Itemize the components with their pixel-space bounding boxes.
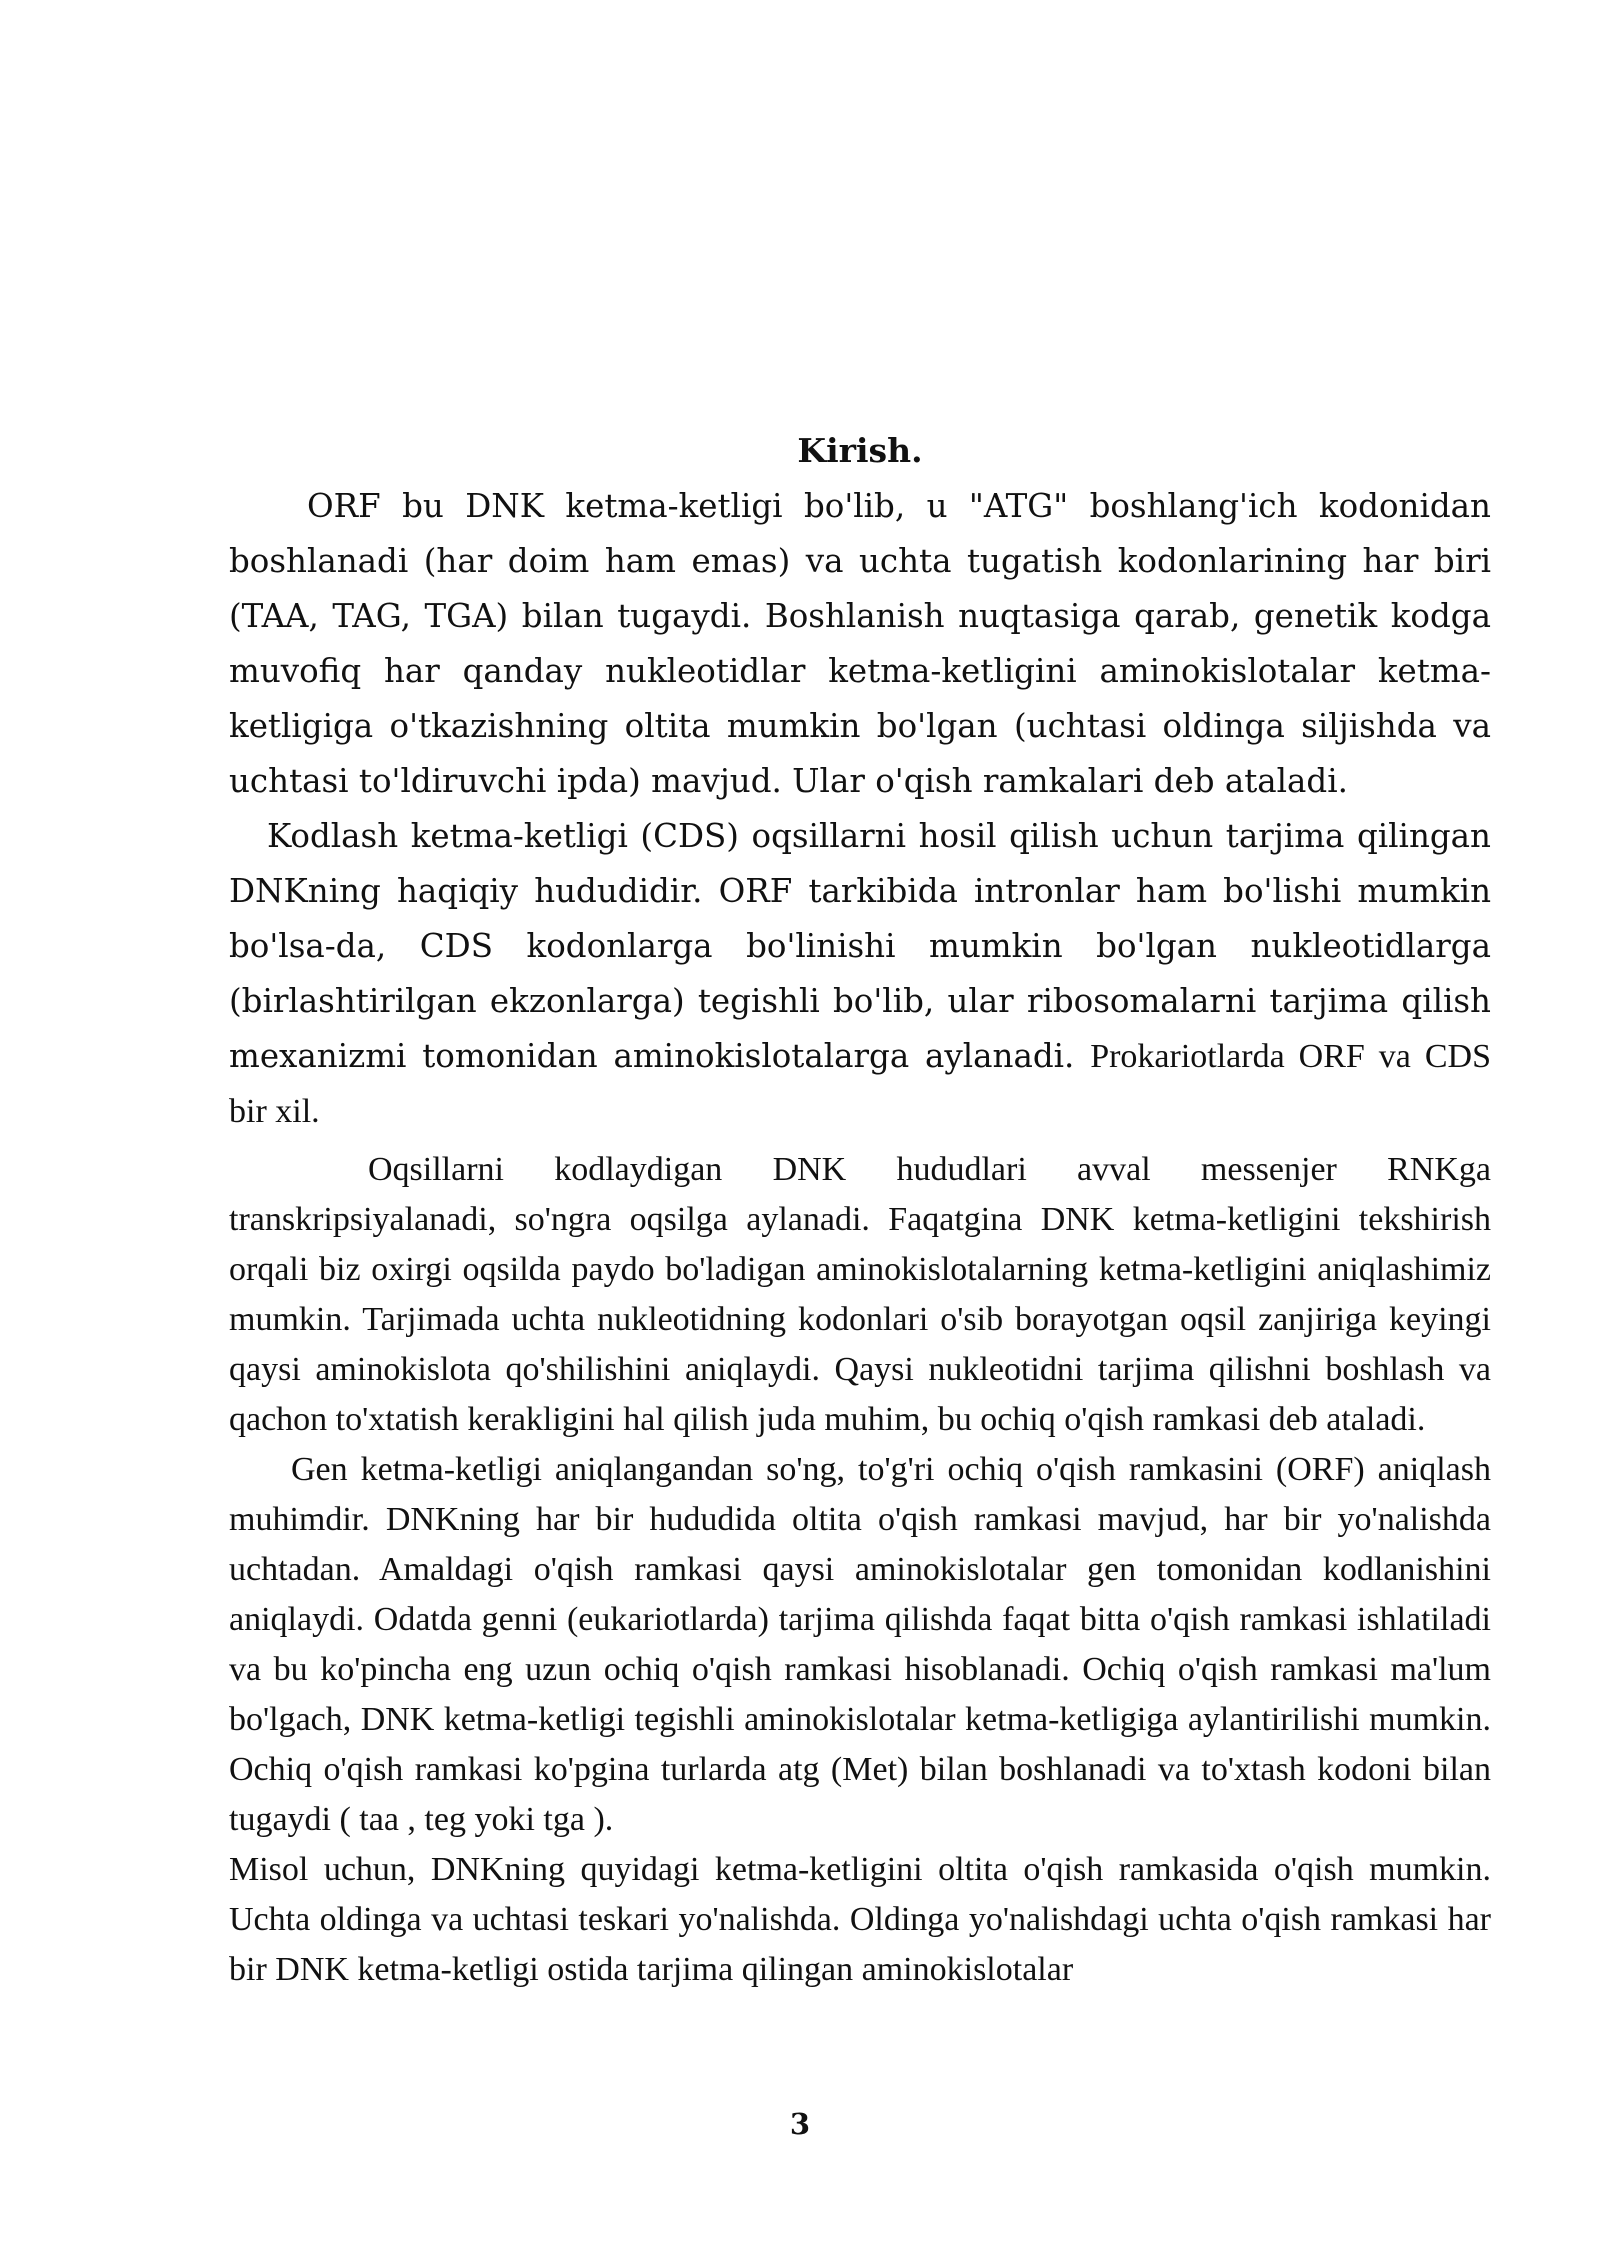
- paragraph-cds-main: Kodlash ketma-ketligi (CDS) oqsillarni hosil qilish uchun tarjima qilingan DNKning haqiqiy hududidir. ORF tarkibida intronlar ham bo'lishi mumkin bo'lsa-da, CDS kodonlarga bo'linishi mumkin bo'lgan nukleotidlarga (birlashtirilgan ekzonlarga) tegishli bo'lib, ular ribosomalarni tarjima qilish mexanizmi tomonidan aminokislotalarga aylanadi.: [229, 817, 1491, 1075]
- paragraph-orf-definition: ORF bu DNK ketma-ketligi bo'lib, u "ATG" boshlang'ich kodonidan boshlanadi (har doim ham emas) va uchta tugatish kodonlarining har biri (TAA, TAG, TGA) bilan tugaydi. Boshlanish nuqtasiga qarab, genetik kodga muvofiq har qanday nukleotidlar ketma-ketligini aminokislotalar ketma-ketligiga o'tkazishning oltita mumkin bo'lgan (uchtasi oldinga siljishda va uchtasi to'ldiruvchi ipda) mavjud. Ular o'qish ramkalari deb ataladi.: [229, 487, 1491, 800]
- paragraph-cds-tail: Prokariotlarda ORF va CDS bir xil.: [229, 1038, 1491, 1130]
- page-number: 3: [789, 2107, 811, 2141]
- paragraph-protein-coding: Oqsillarni kodlaydigan DNK hududlari avval messenjer RNKga transkripsiyalanadi, so'ngra oqsilga aylanadi. Faqatgina DNK ketma-ketligini tekshirish orqali biz oxirgi oqsilda paydo bo'ladigan aminokislotalarning ketma-ketligini aniqlashimiz mumkin. Tarjimada uchta nukleotidning kodonlari o'sib borayotgan oqsil zanjiriga keyingi qaysi aminokislota qo'shilishini aniqlaydi. Qaysi nukleotidni tarjima qilishni boshlash va qachon to'xtatish kerakligini hal qilish juda muhim, bu ochiq o'qish ramkasi deb ataladi.: [229, 1151, 1491, 1438]
- paragraph-cds: [229, 809, 1491, 1139]
- paragraph-example: Misol uchun, DNKning quyidagi ketma-ketligini oltita o'qish ramkasida o'qish mumkin. Uchta oldinga va uchtasi teskari yo'nalishda. Oldinga yo'nalishdagi uchta o'qish ramkasi har bir DNK ketma-ketligi ostida tarjima qilingan aminokislotalar: [229, 1851, 1491, 1988]
- page-content: [229, 425, 1491, 1995]
- section-title: Kirish.: [797, 431, 923, 470]
- paragraph-reading-frame: Gen ketma-ketligi aniqlangandan so'ng, to'g'ri ochiq o'qish ramkasini (ORF) aniqlash muhimdir. DNKning har bir hududida oltita o'qish ramkasi mavjud, har bir yo'nalishda uchtadan. Amaldagi o'qish ramkasi qaysi aminokislotalar gen tomonidan kodlanishini aniqlaydi. Odatda genni (eukariotlarda) tarjima qilishda faqat bitta o'qish ramkasi ishlatiladi va bu ko'pincha eng uzun ochiq o'qish ramkasi hisoblanadi. Ochiq o'qish ramkasi ma'lum bo'lgach, DNK ketma-ketligi tegishli aminokislotalar ketma-ketligiga aylantirilishi mumkin. Ochiq o'qish ramkasi ko'pgina turlarda atg (Met) bilan boshlanadi va to'xtash kodoni bilan tugaydi ( taa , teg yoki tga ).: [229, 1451, 1491, 1838]
